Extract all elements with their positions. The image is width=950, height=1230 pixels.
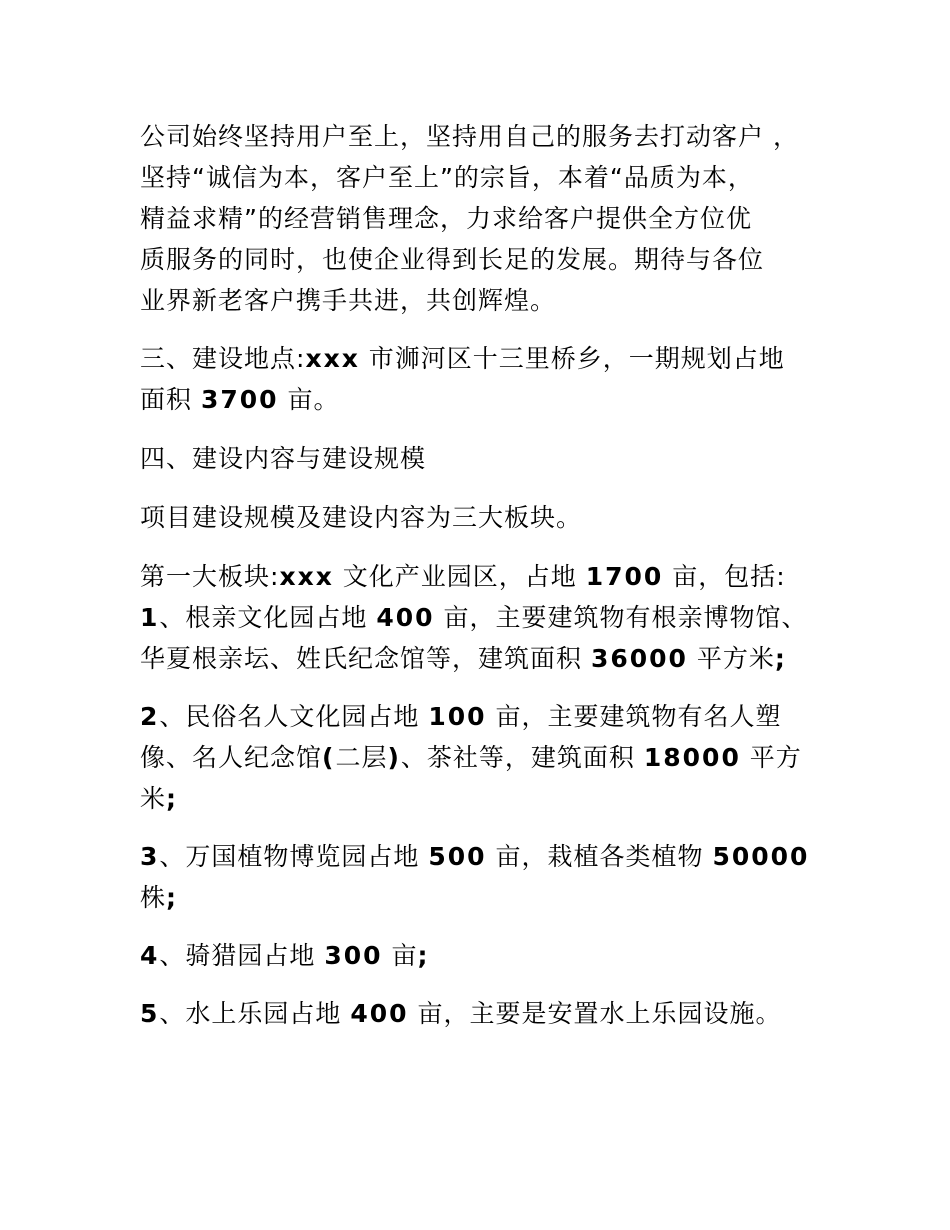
item-4-line: 4、骑猎园占地 300 亩; bbox=[140, 941, 430, 970]
item-1-line-1: 1、根亲文化园占地 400 亩，主要建筑物有根亲博物馆、 bbox=[140, 603, 808, 632]
item-2-paragraph bbox=[140, 696, 820, 819]
item-3-line-2: 株; bbox=[140, 883, 179, 912]
intro-line-5: 业界新老客户携手共进，共创辉煌。 bbox=[140, 286, 557, 315]
item-2-line-3: 米; bbox=[140, 784, 179, 813]
section-4-summary: 项目建设规模及建设内容为三大板块。 bbox=[140, 503, 583, 532]
item-4-paragraph bbox=[140, 935, 820, 976]
intro-line-2: 坚持“诚信为本，客户至上”的宗旨，本着“品质为本， bbox=[140, 163, 754, 192]
item-2-line-2: 像、名人纪念馆(二层)、茶社等，建筑面积 18000 平方 bbox=[140, 743, 802, 772]
item-3-paragraph bbox=[140, 836, 820, 918]
intro-line-1: 公司始终坚持用户至上，坚持用自己的服务去打动客户 ， bbox=[140, 122, 799, 151]
item-5-paragraph bbox=[140, 993, 820, 1034]
intro-line-4: 质服务的同时，也使企业得到长足的发展。期待与各位 bbox=[140, 245, 765, 274]
document-page bbox=[140, 116, 820, 1034]
block-1-paragraph bbox=[140, 556, 820, 679]
item-5-line: 5、水上乐园占地 400 亩，主要是安置水上乐园设施。 bbox=[140, 999, 782, 1028]
item-1-line-2: 华夏根亲坛、姓氏纪念馆等，建筑面积 36000 平方米; bbox=[140, 644, 787, 673]
intro-paragraph bbox=[140, 116, 820, 321]
block-1-line: 第一大板块:xxx 文化产业园区，占地 1700 亩，包括: bbox=[140, 562, 786, 591]
site-paragraph bbox=[140, 338, 820, 420]
item-2-line-1: 2、民俗名人文化园占地 100 亩，主要建筑物有名人塑 bbox=[140, 702, 782, 731]
site-line-2: 面积 3700 亩。 bbox=[140, 385, 340, 414]
section-4-heading: 四、建设内容与建设规模 bbox=[140, 444, 427, 473]
item-3-line-1: 3、万国植物博览园占地 500 亩，栽植各类植物 50000 bbox=[140, 842, 810, 871]
intro-line-3: 精益求精”的经营销售理念，力求给客户提供全方位优 bbox=[140, 204, 752, 233]
site-line-1: 三、建设地点:xxx 市浉河区十三里桥乡，一期规划占地 bbox=[140, 344, 785, 373]
